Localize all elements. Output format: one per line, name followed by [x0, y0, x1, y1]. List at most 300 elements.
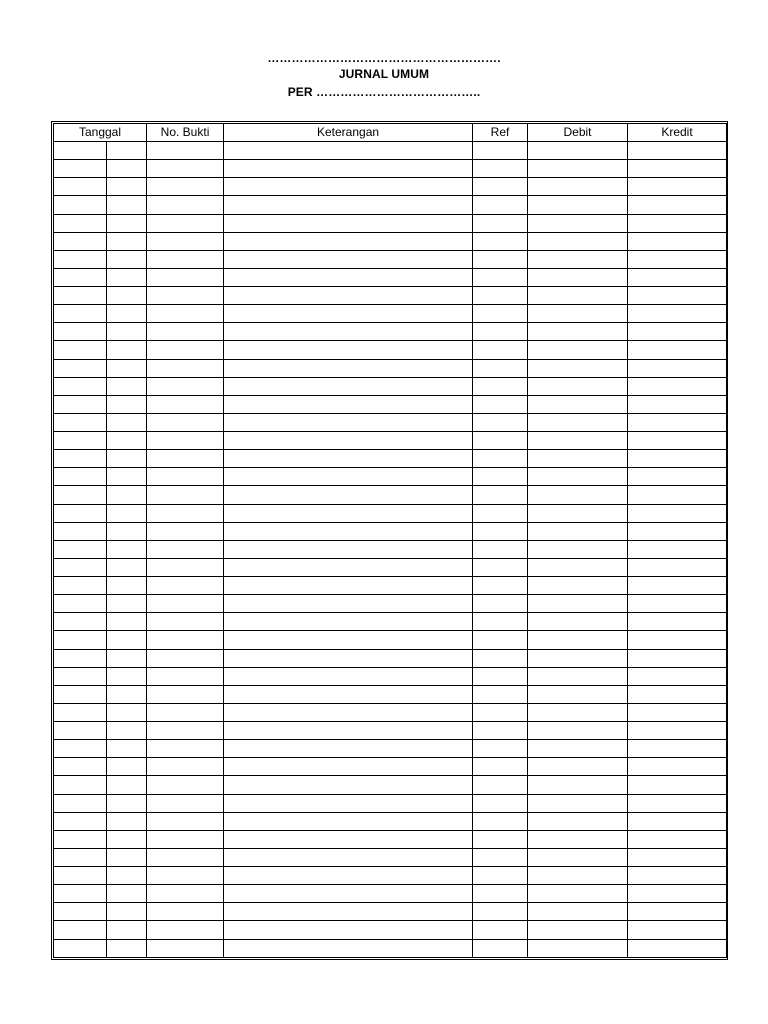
cell-ref [473, 812, 528, 830]
col-header-debit: Debit [528, 124, 628, 142]
table-row [54, 740, 727, 758]
cell-debit [528, 613, 628, 631]
cell-tanggal-month [107, 287, 147, 305]
table-row [54, 848, 727, 866]
cell-tanggal-month [107, 450, 147, 468]
cell-no-bukti [147, 830, 224, 848]
cell-tanggal-day [54, 504, 107, 522]
cell-no-bukti [147, 413, 224, 431]
cell-debit [528, 921, 628, 939]
cell-tanggal-month [107, 939, 147, 958]
cell-no-bukti [147, 649, 224, 667]
cell-kredit [628, 377, 727, 395]
cell-kredit [628, 758, 727, 776]
cell-tanggal-day [54, 323, 107, 341]
table-row [54, 341, 727, 359]
cell-tanggal-day [54, 486, 107, 504]
cell-keterangan [224, 703, 473, 721]
cell-keterangan [224, 613, 473, 631]
table-row [54, 885, 727, 903]
cell-kredit [628, 577, 727, 595]
table-row [54, 178, 727, 196]
cell-debit [528, 631, 628, 649]
cell-tanggal-day [54, 341, 107, 359]
cell-debit [528, 939, 628, 958]
cell-keterangan [224, 867, 473, 885]
table-row [54, 413, 727, 431]
table-row [54, 486, 727, 504]
cell-keterangan [224, 450, 473, 468]
cell-kredit [628, 214, 727, 232]
cell-ref [473, 232, 528, 250]
cell-ref [473, 848, 528, 866]
table-row [54, 395, 727, 413]
cell-keterangan [224, 305, 473, 323]
cell-debit [528, 740, 628, 758]
cell-keterangan [224, 740, 473, 758]
table-row [54, 776, 727, 794]
cell-keterangan [224, 903, 473, 921]
cell-kredit [628, 595, 727, 613]
cell-debit [528, 867, 628, 885]
cell-no-bukti [147, 667, 224, 685]
cell-ref [473, 685, 528, 703]
cell-tanggal-day [54, 577, 107, 595]
cell-ref [473, 703, 528, 721]
cell-kredit [628, 250, 727, 268]
cell-ref [473, 160, 528, 178]
cell-keterangan [224, 830, 473, 848]
cell-debit [528, 341, 628, 359]
company-name-blank: …………………………………………………. [267, 51, 501, 65]
cell-kredit [628, 685, 727, 703]
table-row [54, 613, 727, 631]
cell-no-bukti [147, 504, 224, 522]
table-row [54, 631, 727, 649]
cell-keterangan [224, 341, 473, 359]
cell-ref [473, 595, 528, 613]
cell-kredit [628, 323, 727, 341]
cell-tanggal-month [107, 558, 147, 576]
cell-tanggal-month [107, 341, 147, 359]
table-row [54, 595, 727, 613]
cell-ref [473, 830, 528, 848]
cell-tanggal-day [54, 232, 107, 250]
cell-tanggal-day [54, 595, 107, 613]
cell-debit [528, 432, 628, 450]
cell-ref [473, 450, 528, 468]
cell-debit [528, 287, 628, 305]
cell-kredit [628, 667, 727, 685]
cell-ref [473, 214, 528, 232]
col-header-keterangan: Keterangan [224, 124, 473, 142]
cell-no-bukti [147, 178, 224, 196]
cell-tanggal-day [54, 540, 107, 558]
cell-no-bukti [147, 776, 224, 794]
cell-tanggal-day [54, 939, 107, 958]
journal-table [53, 123, 727, 958]
cell-debit [528, 250, 628, 268]
cell-tanggal-month [107, 522, 147, 540]
cell-tanggal-month [107, 359, 147, 377]
cell-ref [473, 540, 528, 558]
cell-no-bukti [147, 848, 224, 866]
table-row [54, 830, 727, 848]
cell-debit [528, 142, 628, 160]
table-row [54, 160, 727, 178]
cell-no-bukti [147, 305, 224, 323]
table-row [54, 649, 727, 667]
cell-tanggal-month [107, 486, 147, 504]
cell-tanggal-day [54, 196, 107, 214]
cell-ref [473, 613, 528, 631]
cell-no-bukti [147, 540, 224, 558]
cell-debit [528, 685, 628, 703]
cell-tanggal-day [54, 287, 107, 305]
cell-debit [528, 722, 628, 740]
cell-debit [528, 794, 628, 812]
cell-debit [528, 486, 628, 504]
cell-debit [528, 359, 628, 377]
cell-keterangan [224, 214, 473, 232]
cell-no-bukti [147, 613, 224, 631]
cell-tanggal-day [54, 631, 107, 649]
cell-tanggal-month [107, 830, 147, 848]
cell-tanggal-day [54, 758, 107, 776]
cell-keterangan [224, 359, 473, 377]
table-row [54, 268, 727, 286]
cell-kredit [628, 232, 727, 250]
cell-debit [528, 377, 628, 395]
cell-tanggal-day [54, 885, 107, 903]
cell-keterangan [224, 268, 473, 286]
cell-tanggal-month [107, 685, 147, 703]
cell-tanggal-month [107, 377, 147, 395]
cell-kredit [628, 413, 727, 431]
table-row [54, 377, 727, 395]
table-row [54, 305, 727, 323]
cell-keterangan [224, 558, 473, 576]
cell-debit [528, 885, 628, 903]
cell-tanggal-day [54, 649, 107, 667]
cell-kredit [628, 540, 727, 558]
cell-tanggal-month [107, 395, 147, 413]
cell-tanggal-month [107, 631, 147, 649]
cell-ref [473, 323, 528, 341]
cell-kredit [628, 395, 727, 413]
cell-keterangan [224, 395, 473, 413]
cell-tanggal-day [54, 142, 107, 160]
cell-keterangan [224, 287, 473, 305]
table-header-row [54, 124, 727, 142]
table-row [54, 287, 727, 305]
cell-ref [473, 413, 528, 431]
col-header-ref: Ref [473, 124, 528, 142]
cell-no-bukti [147, 250, 224, 268]
cell-tanggal-month [107, 250, 147, 268]
cell-ref [473, 196, 528, 214]
cell-kredit [628, 142, 727, 160]
cell-ref [473, 305, 528, 323]
cell-kredit [628, 341, 727, 359]
cell-tanggal-month [107, 667, 147, 685]
cell-no-bukti [147, 758, 224, 776]
cell-ref [473, 178, 528, 196]
cell-debit [528, 577, 628, 595]
cell-tanggal-month [107, 848, 147, 866]
cell-debit [528, 595, 628, 613]
cell-kredit [628, 722, 727, 740]
cell-keterangan [224, 540, 473, 558]
cell-kredit [628, 740, 727, 758]
table-row [54, 794, 727, 812]
cell-tanggal-month [107, 468, 147, 486]
cell-tanggal-month [107, 214, 147, 232]
cell-tanggal-day [54, 377, 107, 395]
cell-no-bukti [147, 395, 224, 413]
cell-debit [528, 305, 628, 323]
cell-tanggal-month [107, 758, 147, 776]
table-row [54, 450, 727, 468]
cell-tanggal-month [107, 178, 147, 196]
cell-kredit [628, 921, 727, 939]
cell-tanggal-day [54, 250, 107, 268]
cell-no-bukti [147, 268, 224, 286]
table-row [54, 504, 727, 522]
cell-no-bukti [147, 522, 224, 540]
cell-kredit [628, 613, 727, 631]
table-row [54, 540, 727, 558]
cell-no-bukti [147, 359, 224, 377]
table-row [54, 722, 727, 740]
cell-keterangan [224, 939, 473, 958]
cell-kredit [628, 160, 727, 178]
cell-ref [473, 921, 528, 939]
cell-keterangan [224, 776, 473, 794]
cell-no-bukti [147, 214, 224, 232]
cell-ref [473, 740, 528, 758]
cell-ref [473, 776, 528, 794]
cell-tanggal-day [54, 776, 107, 794]
cell-tanggal-month [107, 432, 147, 450]
cell-ref [473, 939, 528, 958]
cell-tanggal-month [107, 740, 147, 758]
cell-tanggal-month [107, 867, 147, 885]
cell-no-bukti [147, 631, 224, 649]
cell-kredit [628, 268, 727, 286]
table-row [54, 758, 727, 776]
cell-no-bukti [147, 722, 224, 740]
cell-no-bukti [147, 232, 224, 250]
cell-keterangan [224, 649, 473, 667]
cell-keterangan [224, 323, 473, 341]
cell-debit [528, 540, 628, 558]
cell-keterangan [224, 758, 473, 776]
cell-kredit [628, 432, 727, 450]
cell-ref [473, 885, 528, 903]
cell-keterangan [224, 468, 473, 486]
table-row [54, 359, 727, 377]
cell-ref [473, 631, 528, 649]
cell-no-bukti [147, 486, 224, 504]
cell-debit [528, 214, 628, 232]
cell-no-bukti [147, 740, 224, 758]
cell-keterangan [224, 196, 473, 214]
cell-no-bukti [147, 577, 224, 595]
cell-keterangan [224, 377, 473, 395]
cell-no-bukti [147, 885, 224, 903]
cell-ref [473, 794, 528, 812]
cell-no-bukti [147, 685, 224, 703]
cell-kredit [628, 903, 727, 921]
cell-keterangan [224, 848, 473, 866]
cell-tanggal-day [54, 740, 107, 758]
cell-kredit [628, 776, 727, 794]
cell-ref [473, 486, 528, 504]
cell-no-bukti [147, 921, 224, 939]
cell-keterangan [224, 794, 473, 812]
cell-ref [473, 522, 528, 540]
cell-ref [473, 504, 528, 522]
cell-debit [528, 323, 628, 341]
cell-kredit [628, 649, 727, 667]
cell-tanggal-month [107, 613, 147, 631]
cell-kredit [628, 450, 727, 468]
cell-tanggal-month [107, 595, 147, 613]
cell-tanggal-day [54, 667, 107, 685]
cell-tanggal-month [107, 776, 147, 794]
cell-debit [528, 178, 628, 196]
cell-debit [528, 232, 628, 250]
cell-debit [528, 848, 628, 866]
cell-ref [473, 468, 528, 486]
cell-no-bukti [147, 558, 224, 576]
cell-no-bukti [147, 341, 224, 359]
table-row [54, 812, 727, 830]
cell-debit [528, 776, 628, 794]
table-row [54, 939, 727, 958]
cell-no-bukti [147, 703, 224, 721]
cell-no-bukti [147, 450, 224, 468]
table-row [54, 196, 727, 214]
cell-ref [473, 558, 528, 576]
cell-tanggal-month [107, 794, 147, 812]
cell-debit [528, 395, 628, 413]
table-row [54, 921, 727, 939]
cell-tanggal-day [54, 432, 107, 450]
cell-tanggal-month [107, 413, 147, 431]
cell-tanggal-day [54, 359, 107, 377]
cell-debit [528, 450, 628, 468]
cell-ref [473, 250, 528, 268]
cell-tanggal-month [107, 812, 147, 830]
cell-keterangan [224, 921, 473, 939]
cell-kredit [628, 486, 727, 504]
cell-tanggal-month [107, 577, 147, 595]
cell-tanggal-month [107, 323, 147, 341]
cell-tanggal-day [54, 450, 107, 468]
cell-debit [528, 468, 628, 486]
cell-tanggal-month [107, 649, 147, 667]
cell-tanggal-day [54, 268, 107, 286]
cell-debit [528, 903, 628, 921]
table-row [54, 250, 727, 268]
cell-tanggal-month [107, 540, 147, 558]
table-row [54, 577, 727, 595]
cell-keterangan [224, 250, 473, 268]
cell-tanggal-day [54, 413, 107, 431]
cell-keterangan [224, 812, 473, 830]
cell-kredit [628, 504, 727, 522]
cell-no-bukti [147, 939, 224, 958]
cell-kredit [628, 305, 727, 323]
cell-kredit [628, 939, 727, 958]
cell-ref [473, 142, 528, 160]
table-row [54, 903, 727, 921]
cell-kredit [628, 359, 727, 377]
cell-debit [528, 504, 628, 522]
cell-tanggal-month [107, 232, 147, 250]
cell-tanggal-day [54, 903, 107, 921]
cell-tanggal-day [54, 558, 107, 576]
table-row [54, 142, 727, 160]
cell-keterangan [224, 667, 473, 685]
cell-tanggal-day [54, 722, 107, 740]
cell-tanggal-day [54, 685, 107, 703]
col-header-no-bukti: No. Bukti [147, 124, 224, 142]
cell-kredit [628, 848, 727, 866]
cell-keterangan [224, 722, 473, 740]
cell-keterangan [224, 178, 473, 196]
cell-no-bukti [147, 867, 224, 885]
cell-no-bukti [147, 196, 224, 214]
table-row [54, 323, 727, 341]
cell-no-bukti [147, 903, 224, 921]
journal-table-body [54, 142, 727, 958]
cell-no-bukti [147, 432, 224, 450]
cell-kredit [628, 558, 727, 576]
cell-keterangan [224, 577, 473, 595]
table-row [54, 468, 727, 486]
cell-kredit [628, 522, 727, 540]
cell-keterangan [224, 504, 473, 522]
cell-ref [473, 432, 528, 450]
cell-tanggal-month [107, 703, 147, 721]
cell-debit [528, 649, 628, 667]
cell-keterangan [224, 432, 473, 450]
cell-tanggal-day [54, 160, 107, 178]
cell-keterangan [224, 685, 473, 703]
cell-no-bukti [147, 812, 224, 830]
cell-debit [528, 812, 628, 830]
cell-kredit [628, 631, 727, 649]
table-row [54, 685, 727, 703]
table-row [54, 214, 727, 232]
cell-debit [528, 268, 628, 286]
cell-kredit [628, 867, 727, 885]
cell-tanggal-month [107, 196, 147, 214]
cell-tanggal-day [54, 613, 107, 631]
cell-kredit [628, 196, 727, 214]
cell-ref [473, 268, 528, 286]
cell-tanggal-day [54, 812, 107, 830]
document-title: JURNAL UMUM [338, 67, 430, 81]
cell-keterangan [224, 142, 473, 160]
cell-ref [473, 577, 528, 595]
cell-keterangan [224, 595, 473, 613]
cell-no-bukti [147, 323, 224, 341]
cell-keterangan [224, 232, 473, 250]
